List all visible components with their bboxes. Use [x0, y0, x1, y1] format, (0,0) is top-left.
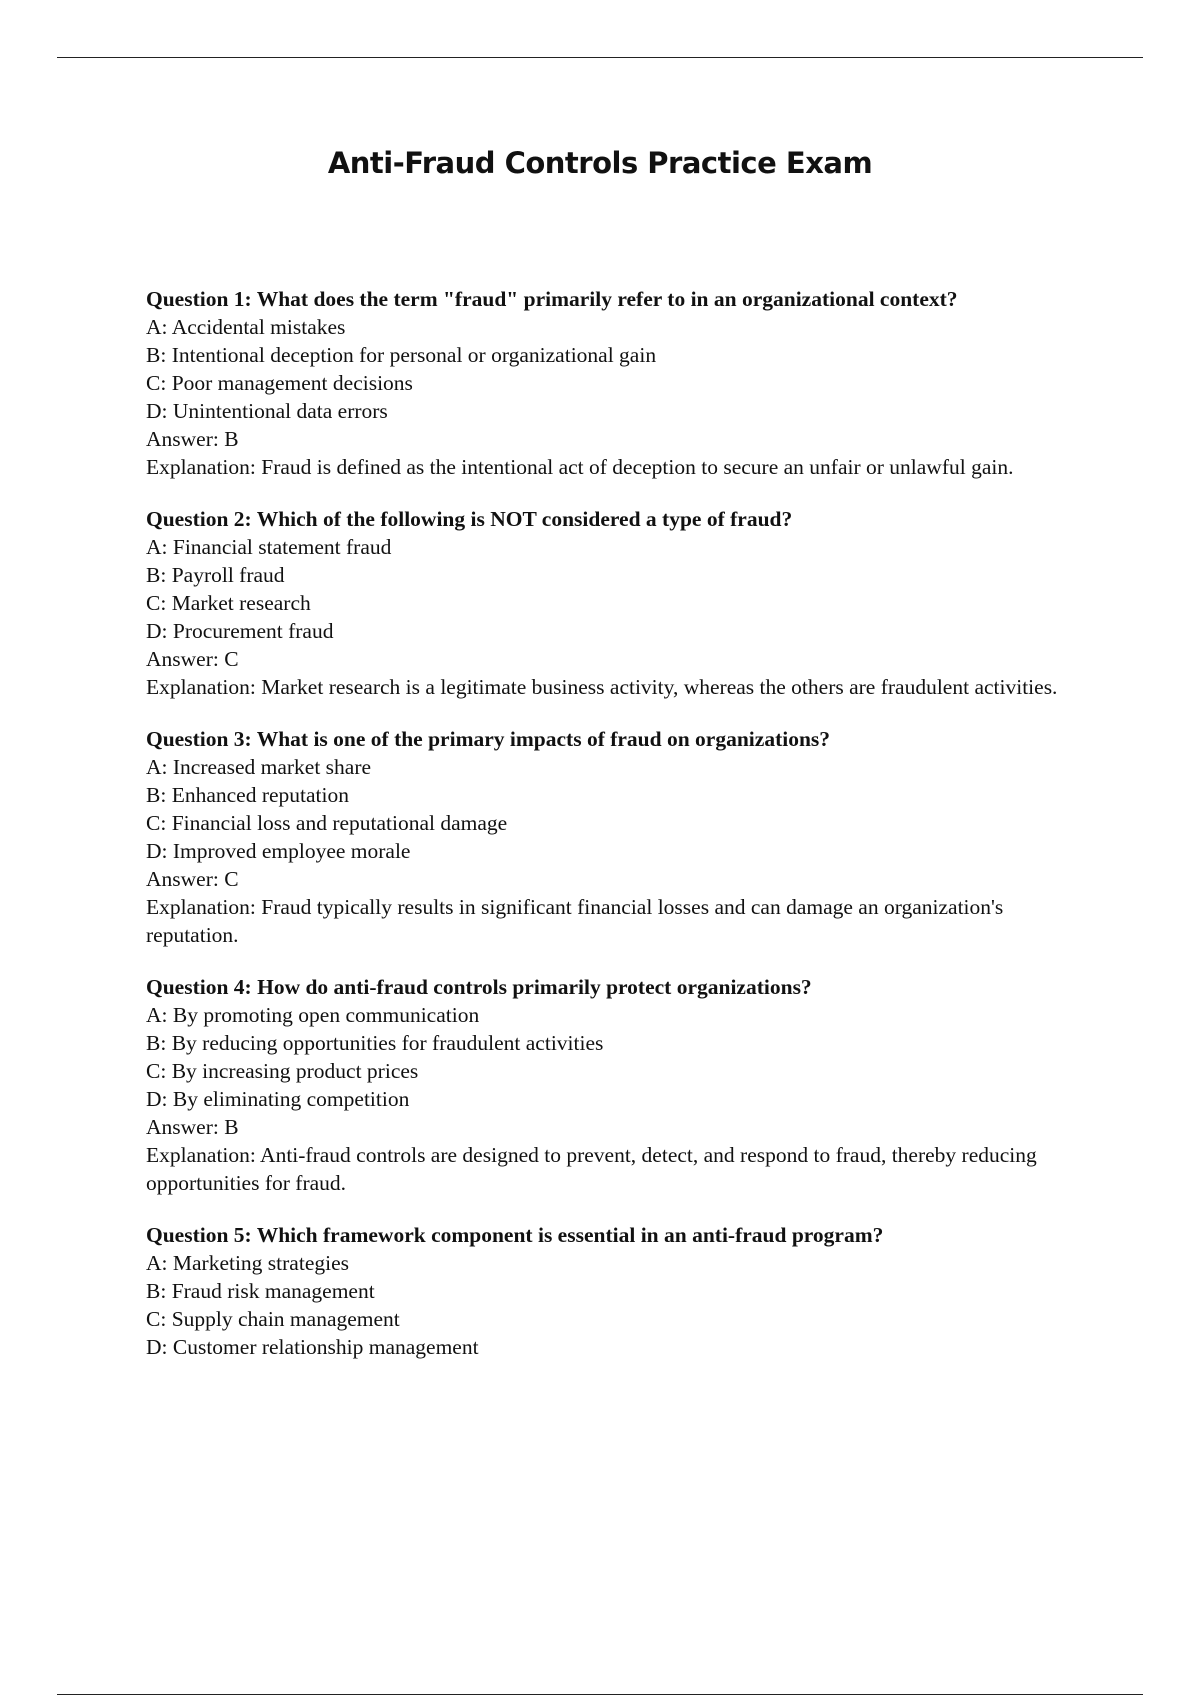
question-text: Question 3: What is one of the primary impacts of fraud on organizations? — [146, 727, 831, 751]
option-c: C: Supply chain management — [146, 1307, 400, 1331]
question-text: Question 5: Which framework component is essential in an anti-fraud program? — [146, 1223, 884, 1247]
option-c: C: By increasing product prices — [146, 1059, 419, 1083]
question-text: Question 1: What does the term "fraud" primarily refer to in an organizational context? — [146, 287, 958, 311]
question-block-4 — [146, 973, 1086, 1197]
option-c: C: Poor management decisions — [146, 371, 413, 395]
option-d: D: Improved employee morale — [146, 839, 411, 863]
option-c: C: Financial loss and reputational damage — [146, 811, 508, 835]
question-block-2 — [146, 505, 1086, 701]
question-text: Question 4: How do anti-fraud controls primarily protect organizations? — [146, 975, 812, 999]
explanation: Explanation: Market research is a legitimate business activity, whereas the others are fraudulent activities. — [146, 675, 1058, 699]
question-block-3 — [146, 725, 1086, 949]
option-b: B: Payroll fraud — [146, 563, 285, 587]
option-a: A: Financial statement fraud — [146, 535, 392, 559]
question-block-5 — [146, 1221, 1086, 1361]
answer: Answer: C — [146, 867, 239, 891]
page-title: Anti-Fraud Controls Practice Exam — [327, 146, 873, 180]
header-rule — [57, 57, 1143, 58]
option-b: B: Fraud risk management — [146, 1279, 375, 1303]
option-b: B: Intentional deception for personal or organizational gain — [146, 343, 657, 367]
option-a: A: By promoting open communication — [146, 1003, 480, 1027]
option-d: D: Procurement fraud — [146, 619, 334, 643]
option-b: B: By reducing opportunities for fraudulent activities — [146, 1031, 604, 1055]
question-text: Question 2: Which of the following is NOT considered a type of fraud? — [146, 507, 793, 531]
answer: Answer: B — [146, 1115, 239, 1139]
explanation: Explanation: Fraud is defined as the intentional act of deception to secure an unfair or unlawful gain. — [146, 455, 1014, 479]
option-a: A: Marketing strategies — [146, 1251, 350, 1275]
option-d: D: Unintentional data errors — [146, 399, 388, 423]
explanation: Explanation: Anti-fraud controls are designed to prevent, detect, and respond to fraud, thereby reducing opportunities for fraud. — [146, 1143, 1037, 1195]
footer-rule — [57, 1694, 1143, 1695]
answer: Answer: B — [146, 427, 239, 451]
option-d: D: Customer relationship management — [146, 1335, 479, 1359]
option-c: C: Market research — [146, 591, 311, 615]
option-a: A: Accidental mistakes — [146, 315, 346, 339]
question-list — [146, 285, 1086, 1385]
option-b: B: Enhanced reputation — [146, 783, 349, 807]
option-d: D: By eliminating competition — [146, 1087, 410, 1111]
option-a: A: Increased market share — [146, 755, 372, 779]
explanation: Explanation: Fraud typically results in significant financial losses and can damage an organization's reputation. — [146, 895, 1004, 947]
question-block-1 — [146, 285, 1086, 481]
answer: Answer: C — [146, 647, 239, 671]
